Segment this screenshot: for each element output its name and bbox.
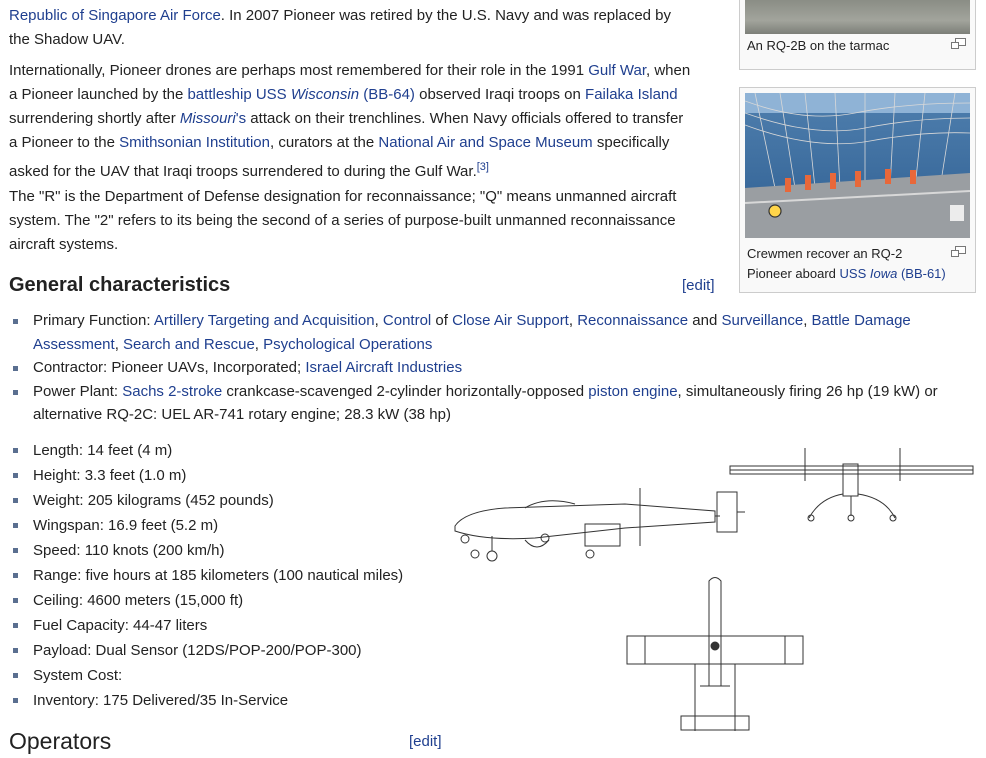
link-psyops[interactable]: Psychological Operations (263, 335, 433, 353)
text: , (114, 335, 124, 353)
spec-text: Inventory: 175 Delivered/35 In-Service (33, 692, 289, 709)
spec-text: Speed: 110 knots (200 km/h) (33, 542, 225, 559)
list-item-spec (13, 463, 453, 488)
paragraph-gulf-war (9, 59, 729, 184)
link-text-italic: Wisconsin (290, 86, 360, 103)
text: a Pioneer to the (9, 134, 120, 151)
thumbnail-caption (745, 242, 970, 284)
list-item-spec (13, 588, 453, 613)
link-rsaf[interactable]: Republic of Singapore Air Force (9, 7, 221, 24)
text: attack on their trenchlines. When Navy officials offered to transfer (246, 110, 684, 127)
link-nasm[interactable]: National Air and Space Museum (378, 134, 593, 151)
list-item-contractor (13, 356, 973, 380)
text: , (254, 335, 264, 353)
spec-text: Wingspan: 16.9 feet (5.2 m) (33, 517, 219, 534)
text: of (431, 312, 453, 329)
link-text-italic: Missouri (179, 110, 236, 127)
bullet-icon (13, 366, 18, 371)
bullet-icon (13, 498, 18, 503)
link-sar[interactable]: Search and Rescue (123, 335, 255, 353)
bullet-icon (13, 448, 18, 453)
list-item-spec (13, 538, 453, 563)
spec-text: Length: 14 feet (4 m) (33, 442, 173, 459)
side-view (455, 488, 745, 561)
top-view (627, 578, 803, 732)
photo-rq2-recovery-net[interactable] (745, 93, 970, 238)
link-missouri[interactable] (180, 110, 246, 127)
link-gulf-war[interactable]: Gulf War (588, 62, 647, 79)
list-item-spec (13, 513, 453, 538)
bullet-icon (13, 319, 18, 324)
edit-link-operators[interactable]: [edit] (409, 733, 442, 750)
label: Power Plant: (33, 382, 123, 400)
text: specifically (592, 134, 670, 151)
link-piston-engine[interactable]: piston engine (588, 382, 678, 400)
text: a Pioneer launched by the (9, 86, 188, 103)
paragraph-retirement (9, 4, 729, 52)
text: surrendering shortly after (9, 110, 180, 127)
link-control[interactable]: Control (382, 312, 432, 329)
thumbnail-caption (745, 34, 970, 56)
drone-three-view-diagram (445, 436, 980, 741)
front-view (730, 448, 973, 521)
text: , (568, 312, 578, 329)
citation-3[interactable]: [3] (476, 161, 489, 173)
bullet-icon (13, 648, 18, 653)
text: , curators at the (270, 134, 379, 151)
link-uss-wisconsin[interactable] (187, 86, 414, 103)
link-failaka-island[interactable]: Failaka Island (585, 86, 678, 103)
link-smithsonian[interactable]: Smithsonian Institution (119, 134, 270, 151)
text: , simultaneously firing 26 hp (19 kW) or (677, 382, 938, 400)
spec-text: Payload: Dual Sensor (12DS/POP-200/POP-300) (33, 642, 362, 659)
thumbnail-rq2b-tarmac (739, 0, 976, 70)
text: the Shadow UAV. (9, 31, 125, 48)
bullet-icon (13, 698, 18, 703)
bullet-icon (13, 390, 18, 395)
text: aircraft systems. (9, 236, 119, 253)
link-surveillance[interactable]: Surveillance (721, 312, 804, 329)
link-reconnaissance[interactable]: Reconnaissance (577, 312, 689, 329)
list-item-spec (13, 488, 453, 513)
text: alternative RQ-2C: UEL AR-741 rotary engine; 28.3 kW (38 hp) (33, 406, 451, 423)
bullet-icon (13, 573, 18, 578)
list-item-power-plant (13, 380, 973, 427)
link-text: (BB-64) (359, 86, 415, 103)
text: The "R" is the Department of Defense designation for reconnaissance; "Q" means unmanned aircraft (9, 188, 677, 205)
label: Primary Function: (33, 312, 154, 329)
text: . In 2007 Pioneer was retired by the U.S. Navy and was replaced by (220, 7, 672, 24)
link-text: battleship USS (187, 86, 291, 103)
link-text: (BB-61) (897, 266, 946, 281)
bullet-icon (13, 623, 18, 628)
list-item-spec (13, 638, 453, 663)
text: , (374, 312, 383, 329)
caption-text: Pioneer aboard (747, 266, 840, 281)
enlarge-icon[interactable] (951, 38, 966, 49)
bullet-icon (13, 548, 18, 553)
list-item-spec (13, 613, 453, 638)
text: and (688, 312, 722, 329)
bullet-icon (13, 673, 18, 678)
spec-text: Height: 3.3 feet (1.0 m) (33, 467, 187, 484)
link-text: USS (839, 266, 870, 281)
bullet-icon (13, 523, 18, 528)
bullet-icon (13, 598, 18, 603)
text: crankcase-scavenged 2-cylinder horizontally-opposed (222, 382, 589, 400)
text: system. The "2" refers to its being the second of a series of purpose-built unmanned reconnaissance (9, 212, 676, 229)
link-bda[interactable]: Battle Damage (811, 312, 911, 329)
photo-rq2b-tarmac[interactable] (745, 0, 970, 34)
characteristics-list (13, 309, 973, 427)
spec-text: Range: five hours at 185 kilometers (100 nautical miles) (33, 567, 404, 584)
spec-text: Ceiling: 4600 meters (15,000 ft) (33, 592, 244, 609)
text: , when (646, 62, 691, 79)
enlarge-icon[interactable] (951, 246, 966, 257)
link-text: 's (235, 110, 247, 127)
spec-text: System Cost: (33, 667, 123, 684)
caption-text: An RQ-2B on the tarmac (747, 38, 890, 53)
list-item-spec (13, 563, 453, 588)
paragraph-designation (9, 185, 729, 257)
caption-text: Crewmen recover an RQ-2 (747, 246, 903, 261)
specs-list (13, 438, 453, 713)
edit-link-general[interactable]: [edit] (682, 277, 715, 294)
bullet-icon (13, 473, 18, 478)
link-cas[interactable]: Close Air Support (452, 312, 569, 329)
spec-text: Weight: 205 kilograms (452 pounds) (33, 492, 274, 509)
list-item-primary-function (13, 309, 973, 356)
link-sachs[interactable]: Sachs 2-stroke (122, 382, 223, 400)
link-text-italic: Iowa (869, 266, 898, 281)
list-item-spec (13, 663, 453, 688)
link-bda[interactable]: Assessment (33, 335, 115, 353)
section-heading-operators: Operators (9, 728, 112, 754)
link-artillery[interactable]: Artillery Targeting and Acquisition (153, 312, 375, 329)
list-item-spec (13, 438, 453, 463)
label: Contractor: Pioneer UAVs, Incorporated; (33, 359, 306, 376)
text: asked for the UAV that Iraqi troops surrendered to during the Gulf War. (9, 163, 477, 180)
text: Internationally, Pioneer drones are perhaps most remembered for their role in the 1991 (9, 62, 589, 79)
section-heading-general-characteristics: General characteristics (9, 274, 231, 296)
spec-text: Fuel Capacity: 44-47 liters (33, 617, 208, 634)
thumbnail-rq2-recovery (739, 87, 976, 293)
text: observed Iraqi troops on (414, 86, 586, 103)
link-iai[interactable]: Israel Aircraft Industries (305, 359, 463, 376)
list-item-spec (13, 688, 453, 713)
link-uss-iowa[interactable] (840, 266, 946, 281)
text: , (803, 312, 812, 329)
